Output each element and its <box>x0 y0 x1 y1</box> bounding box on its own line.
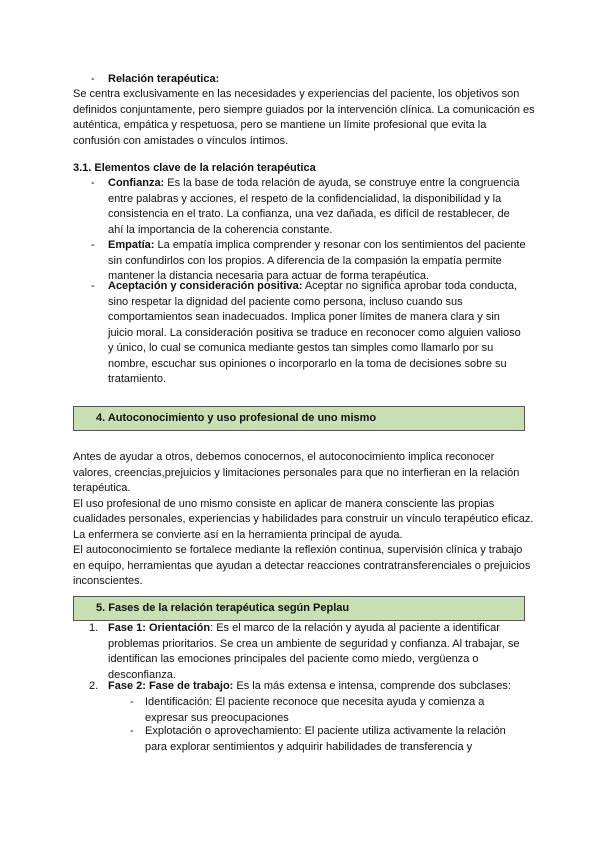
section-heading-5: 5. Fases de la relación terapéutica según Peplau <box>73 596 525 621</box>
bullet-dash: - <box>91 280 95 292</box>
section-heading-4: 4. Autoconocimiento y uso profesional de uno mismo <box>73 406 525 431</box>
element-empatia <box>108 238 526 285</box>
subphase-explotacion: Explotación o aprovechamiento: El paciente utiliza activamente la relación para explorar sentimientos y adquirir habilidades de transferencia y <box>145 725 506 753</box>
section-4-body <box>73 450 535 590</box>
bullet-dash: - <box>130 696 134 708</box>
paragraph: Antes de ayudar a otros, debemos conocernos, el autoconocimiento implica reconocer valores, creencias,prejuicios y limitaciones personales para que no interfieran en la relación terapéutica. <box>73 451 520 494</box>
bullet-dash: - <box>91 73 95 85</box>
element-label: Confianza: <box>108 177 165 189</box>
element-text: Aceptar no significa aprobar toda conducta, sino respetar la dignidad del paciente como persona, incluso cuando sus comportamientos sean inadecuados. Implica poner límites de manera clara y sin juicio moral. La consideración positiva se traduce en reconocer como alguien valioso y único, lo cual se comunica mediante gestos tan simples como llamarlo por su nombre, escuchar sus opiniones o incorporarlo en la toma de decisiones sobre su tratamiento. <box>108 280 521 385</box>
element-label: Empatía: <box>108 239 155 251</box>
bullet-dash: - <box>91 177 95 189</box>
subphase-identificacion: Identificación: El paciente reconoce que necesita ayuda y comienza a expresar sus preocupaciones <box>145 696 485 724</box>
section-heading-rel: Relación terapéutica: <box>108 73 220 85</box>
paragraph: El autoconocimiento se fortalece mediante la reflexión continua, supervisión clínica y trabajo en equipo, herramientas que ayudan a detectar reacciones contratransferenciales o prejuicios inconscientes. <box>73 544 531 587</box>
phase-orientacion <box>108 621 528 683</box>
phase-text: : Es el marco de la relación y ayuda al paciente a identificar problemas prioritarios. Se crea un ambiente de seguridad y confianza. Al trabajar, se identifican las emociones principales del paciente como miedo, vergüenza o desconfianza. <box>108 622 520 681</box>
phase-label: Fase 2: Fase de trabajo: <box>108 680 234 692</box>
bullet-dash: - <box>91 239 95 251</box>
bullet-dash: - <box>130 725 134 737</box>
list-number: 1. <box>89 622 99 634</box>
element-aceptacion <box>108 279 526 388</box>
phase-text: Es la más extensa e intensa, comprende dos subclases: <box>233 680 511 692</box>
paragraph: El uso profesional de uno mismo consiste en aplicar de manera consciente las propias cualidades personales, experiencias y habilidades para construir un vínculo terapéutico eficaz. La enfermera se convierte así en la herramienta principal de ayuda. <box>73 497 534 541</box>
element-label: Aceptación y consideración positiva: <box>108 280 303 292</box>
element-confianza <box>108 176 526 238</box>
paragraph-rel: Se centra exclusivamente en las necesidades y experiencias del paciente, los objetivos son definidos conjuntamente, pero siempre guiados por la intervención clínica. La comunicación es auténtica, empática y respetuosa, pero se mantiene un límite profesional que evita la confusión con amistades o vínculos íntimos. <box>73 88 535 147</box>
phase-label: Fase 1: Orientación <box>108 622 211 634</box>
element-text: La empatía implica comprender y resonar con los sentimientos del paciente sin confundirlos con los propios. A diferencia de la compasión la empatía permite mantener la distancia necesaria para actuar de forma terapéutica. <box>108 239 526 282</box>
element-text: Es la base de toda relación de ayuda, se construye entre la congruencia entre palabras y acciones, el respeto de la confidencialidad, la disponibilidad y la consistencia en el trato. La confianza, una vez dañada, es difícil de restablecer, de ahí la importancia de la coherencia constante. <box>108 177 520 236</box>
list-number: 2. <box>89 680 99 692</box>
subsection-heading-3-1: 3.1. Elementos clave de la relación terapéutica <box>73 162 316 174</box>
phase-trabajo <box>108 679 528 695</box>
